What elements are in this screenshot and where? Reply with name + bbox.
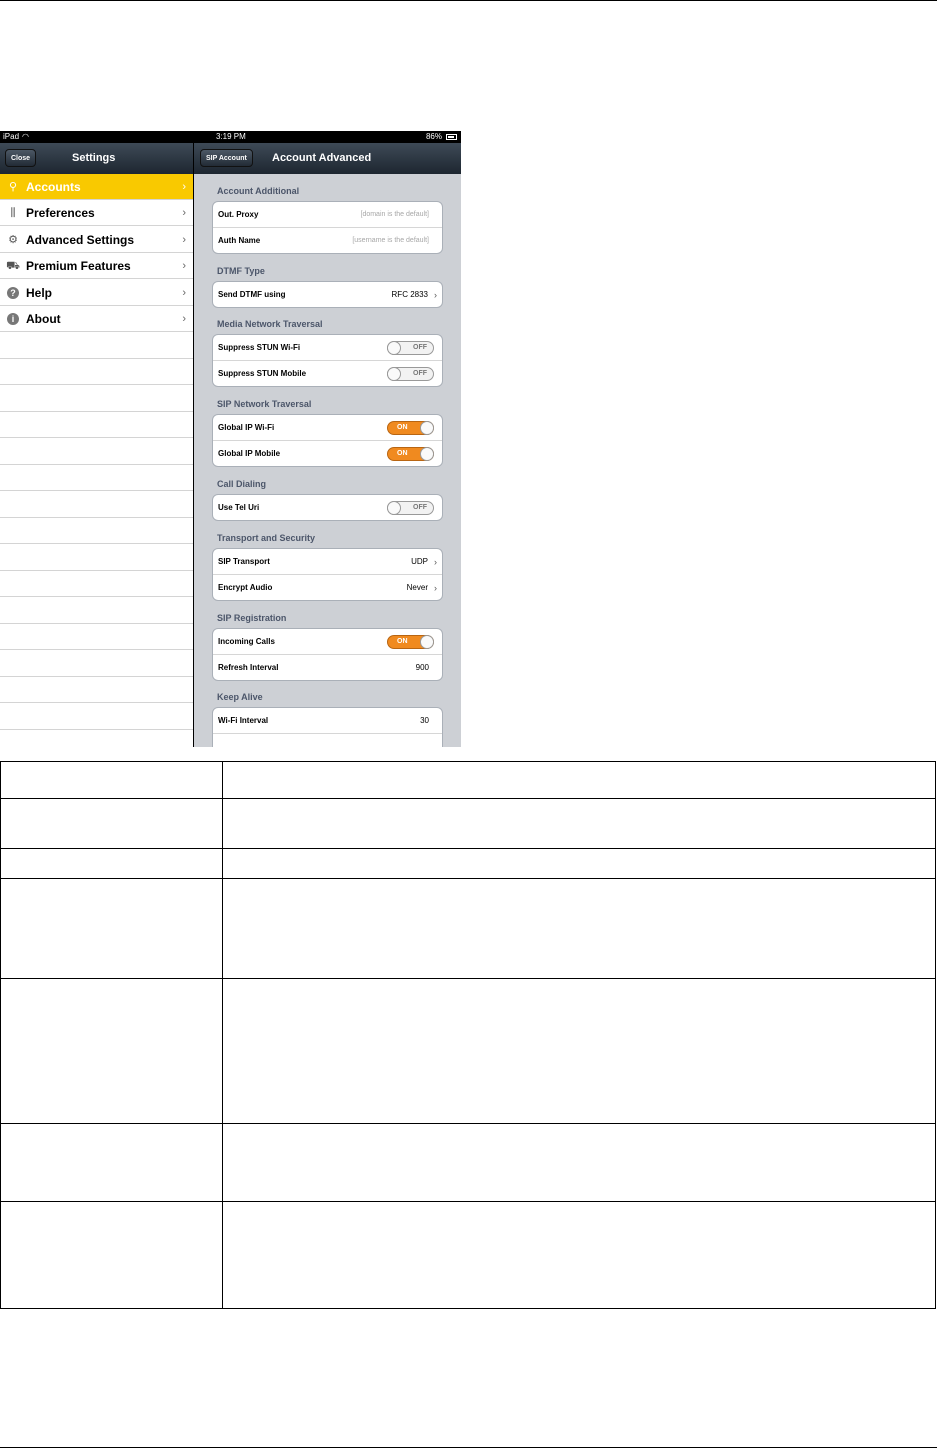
cart-icon: ⛟ — [6, 260, 20, 272]
encrypt-audio-row[interactable] — [213, 575, 442, 601]
global-ip-mobile-toggle[interactable]: ON — [387, 447, 434, 461]
menu-item-accounts[interactable] — [0, 174, 193, 200]
chevron-right-icon: › — [434, 290, 437, 300]
account-advanced-panel — [194, 174, 461, 747]
device-label: iPad — [3, 132, 20, 141]
close-button[interactable]: Close — [5, 149, 36, 167]
battery-icon — [446, 134, 457, 140]
suppress-stun-wifi-row — [213, 335, 442, 361]
chevron-right-icon: › — [182, 287, 186, 299]
empty-row — [0, 359, 193, 385]
global-ip-wifi-row — [213, 415, 442, 441]
row-value: RFC 2833 — [391, 290, 428, 299]
sip-account-back-button[interactable]: SIP Account — [200, 149, 253, 167]
accounts-icon: ⚲ — [8, 181, 18, 193]
table-rule — [0, 1201, 936, 1202]
empty-row — [0, 492, 193, 518]
wifi-interval-row[interactable] — [213, 708, 442, 734]
row-label: Out. Proxy — [218, 210, 259, 219]
suppress-stun-mobile-row — [213, 361, 442, 387]
section-header: SIP Registration — [217, 613, 287, 623]
status-bar — [0, 131, 461, 143]
keep-alive-group — [212, 707, 443, 747]
menu-item-label: Help — [26, 286, 53, 300]
empty-row — [0, 651, 193, 677]
section-header: SIP Network Traversal — [217, 399, 312, 409]
row-label: Suppress STUN Wi-Fi — [218, 343, 301, 352]
info-icon: i — [5, 311, 21, 327]
out-proxy-input[interactable]: [domain is the default] — [360, 211, 429, 218]
settings-navbar — [0, 143, 193, 174]
out-proxy-row[interactable] — [213, 202, 442, 228]
empty-row — [0, 677, 193, 703]
page-top-rule — [0, 0, 937, 1]
chevron-right-icon: › — [182, 181, 186, 193]
menu-item-label: Accounts — [26, 180, 81, 194]
send-dtmf-row[interactable] — [213, 282, 442, 308]
menu-item-label: About — [26, 312, 61, 326]
empty-row — [0, 518, 193, 544]
section-header: Transport and Security — [217, 533, 316, 543]
sip-registration-group — [212, 628, 443, 681]
global-ip-mobile-row — [213, 441, 442, 467]
table-rule — [0, 1308, 936, 1309]
auth-name-input[interactable]: [username is the default] — [352, 237, 429, 244]
row-label: Auth Name — [218, 236, 261, 245]
page-bottom-rule — [0, 1447, 937, 1448]
menu-item-advanced-settings[interactable] — [0, 227, 193, 253]
empty-row — [0, 598, 193, 624]
mobile-interval-row[interactable] — [213, 734, 442, 747]
table-rule — [222, 761, 223, 1309]
use-tel-uri-row — [213, 495, 442, 521]
menu-item-label: Advanced Settings — [26, 233, 135, 247]
table-rule — [0, 878, 936, 879]
account-advanced-title: Account Advanced — [272, 152, 372, 164]
auth-name-row[interactable] — [213, 228, 442, 254]
menu-item-label: Premium Features — [26, 259, 131, 273]
empty-row — [0, 704, 193, 730]
media-traversal-group — [212, 334, 443, 387]
section-header: DTMF Type — [217, 266, 265, 276]
chevron-right-icon: › — [434, 557, 437, 567]
transport-security-group — [212, 548, 443, 601]
empty-row — [0, 730, 193, 747]
section-header: Media Network Traversal — [217, 319, 323, 329]
help-icon: ? — [5, 285, 21, 301]
chevron-right-icon: › — [434, 583, 437, 593]
settings-title: Settings — [72, 152, 116, 164]
global-ip-wifi-toggle[interactable]: ON — [387, 421, 434, 435]
section-header: Call Dialing — [217, 479, 267, 489]
wifi-icon: ◠ — [22, 132, 29, 141]
call-dialing-group — [212, 494, 443, 521]
chevron-right-icon: › — [182, 234, 186, 246]
empty-row — [0, 333, 193, 359]
table-rule — [0, 798, 936, 799]
row-label: Encrypt Audio — [218, 583, 273, 592]
row-label: Suppress STUN Mobile — [218, 369, 307, 378]
chevron-right-icon: › — [182, 313, 186, 325]
menu-item-premium-features[interactable] — [0, 253, 193, 279]
sip-transport-row[interactable] — [213, 549, 442, 575]
empty-row — [0, 545, 193, 571]
menu-item-about[interactable] — [0, 306, 193, 332]
row-label: Send DTMF using — [218, 290, 286, 299]
chevron-right-icon: › — [182, 260, 186, 272]
dtmf-group — [212, 281, 443, 308]
table-rule — [935, 761, 936, 1309]
section-header: Keep Alive — [217, 692, 263, 702]
incoming-calls-toggle[interactable]: ON — [387, 635, 434, 649]
description-table — [0, 761, 936, 1309]
empty-row — [0, 465, 193, 491]
account-additional-group — [212, 201, 443, 254]
account-advanced-navbar — [194, 143, 461, 174]
table-rule — [0, 1123, 936, 1124]
refresh-interval-input[interactable]: 900 — [415, 663, 429, 672]
row-value: UDP — [411, 557, 428, 566]
menu-item-preferences[interactable] — [0, 200, 193, 226]
menu-item-label: Preferences — [26, 206, 95, 220]
empty-row — [0, 571, 193, 597]
ipad-screenshot — [0, 131, 461, 747]
empty-row — [0, 439, 193, 465]
empty-row — [0, 624, 193, 650]
sip-traversal-group — [212, 414, 443, 467]
table-rule — [0, 761, 1, 1309]
row-label: Global IP Wi-Fi — [218, 423, 275, 432]
table-rule — [0, 761, 936, 762]
battery-percent: 86% — [425, 132, 442, 141]
empty-row — [0, 412, 193, 438]
table-rule — [0, 978, 936, 979]
row-label: Use Tel Uri — [218, 503, 260, 512]
gears-icon: ⚙ — [8, 234, 18, 246]
section-header: Account Additional — [217, 186, 300, 196]
wifi-interval-input[interactable]: 30 — [420, 716, 429, 725]
table-rule — [0, 848, 936, 849]
status-time: 3:19 PM — [216, 132, 246, 141]
suppress-stun-mobile-toggle[interactable]: OFF — [387, 367, 434, 381]
row-label: Global IP Mobile — [218, 449, 281, 458]
row-label: Refresh Interval — [218, 663, 279, 672]
empty-row — [0, 386, 193, 412]
row-label: Wi-Fi Interval — [218, 716, 269, 725]
row-label: Incoming Calls — [218, 637, 275, 646]
refresh-interval-row[interactable] — [213, 655, 442, 681]
settings-menu — [0, 174, 193, 747]
chevron-right-icon: › — [182, 207, 186, 219]
suppress-stun-wifi-toggle[interactable]: OFF — [387, 341, 434, 355]
use-tel-uri-toggle[interactable]: OFF — [387, 501, 434, 515]
incoming-calls-row — [213, 629, 442, 655]
menu-item-help[interactable] — [0, 280, 193, 306]
row-label: SIP Transport — [218, 557, 270, 566]
row-value: Never — [406, 583, 428, 592]
preferences-icon: ⫼ — [10, 207, 16, 219]
